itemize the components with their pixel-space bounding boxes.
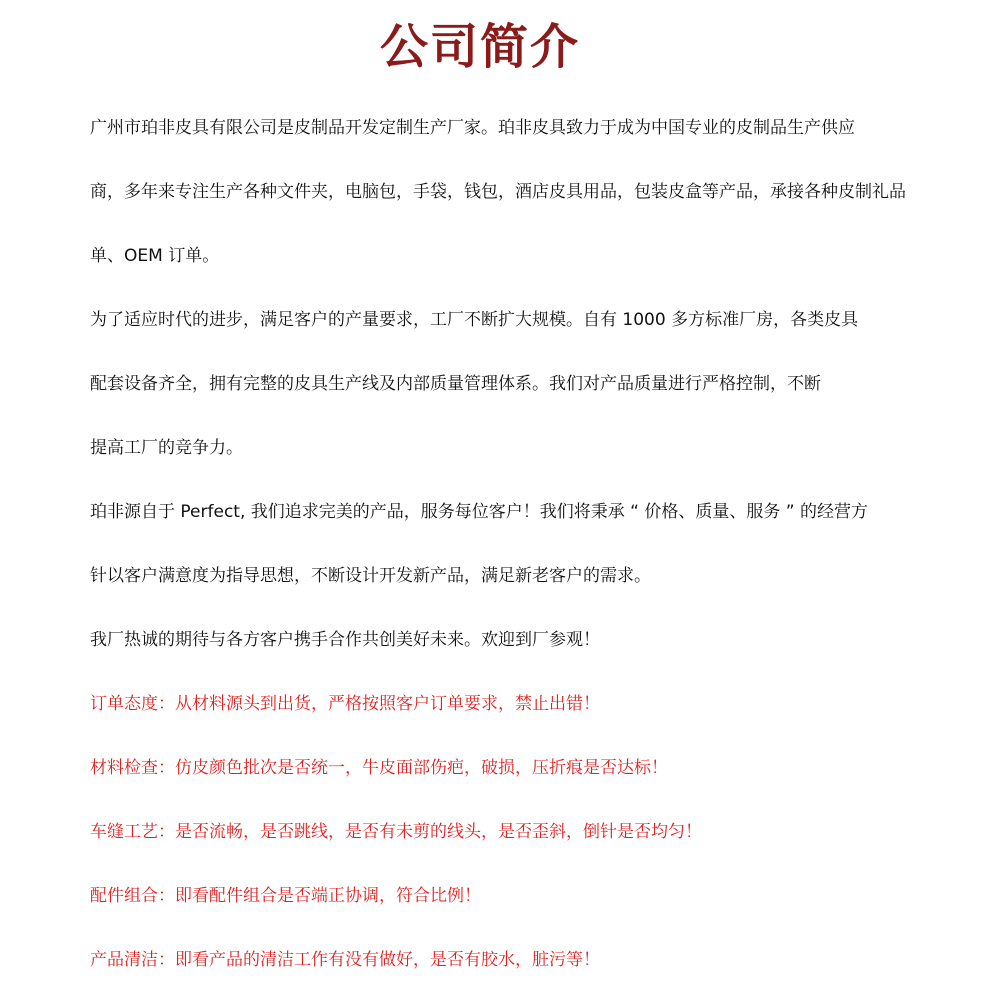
intro-line-1: 广州市珀非皮具有限公司是皮制品开发定制生产厂家。珀非皮具致力于成为中国专业的皮制品生产供应: [90, 118, 855, 138]
intro-line-6: 提高工厂的竞争力。: [90, 438, 243, 458]
intro-line-2: 商，多年来专注生产各种文件夹，电脑包，手袋，钱包，酒店皮具用品，包装皮盒等产品，承接各种皮制礼品: [90, 182, 906, 202]
quality-point-accessories: 配件组合：即看配件组合是否端正协调，符合比例！: [90, 886, 481, 906]
quality-point-sewing: 车缝工艺：是否流畅，是否跳线，是否有未剪的线头，是否歪斜，倒针是否均匀！: [90, 822, 702, 842]
intro-line-9: 我厂热诚的期待与各方客户携手合作共创美好未来。欢迎到厂参观！: [90, 630, 600, 650]
intro-line-8: 针以客户满意度为指导思想，不断设计开发新产品，满足新老客户的需求。: [90, 566, 651, 586]
intro-line-5: 配套设备齐全，拥有完整的皮具生产线及内部质量管理体系。我们对产品质量进行严格控制，不断: [90, 374, 821, 394]
intro-line-3: 单、OEM 订单。: [90, 246, 220, 266]
quality-point-order: 订单态度：从材料源头到出货，严格按照客户订单要求，禁止出错！: [90, 694, 600, 714]
quality-point-material: 材料检查：仿皮颜色批次是否统一，牛皮面部伤疤，破损，压折痕是否达标！: [90, 758, 668, 778]
intro-line-7: 珀非源自于 Perfect, 我们追求完美的产品，服务每位客户！我们将秉承 “ 价格、质量、服务 ” 的经营方: [90, 502, 868, 522]
page-title: 公司简介: [379, 19, 580, 75]
quality-point-cleaning: 产品清洁：即看产品的清洁工作有没有做好，是否有胶水，脏污等！: [90, 950, 600, 970]
intro-line-4: 为了适应时代的进步，满足客户的产量要求，工厂不断扩大规模。自有 1000 多方标准厂房，各类皮具: [90, 310, 859, 330]
